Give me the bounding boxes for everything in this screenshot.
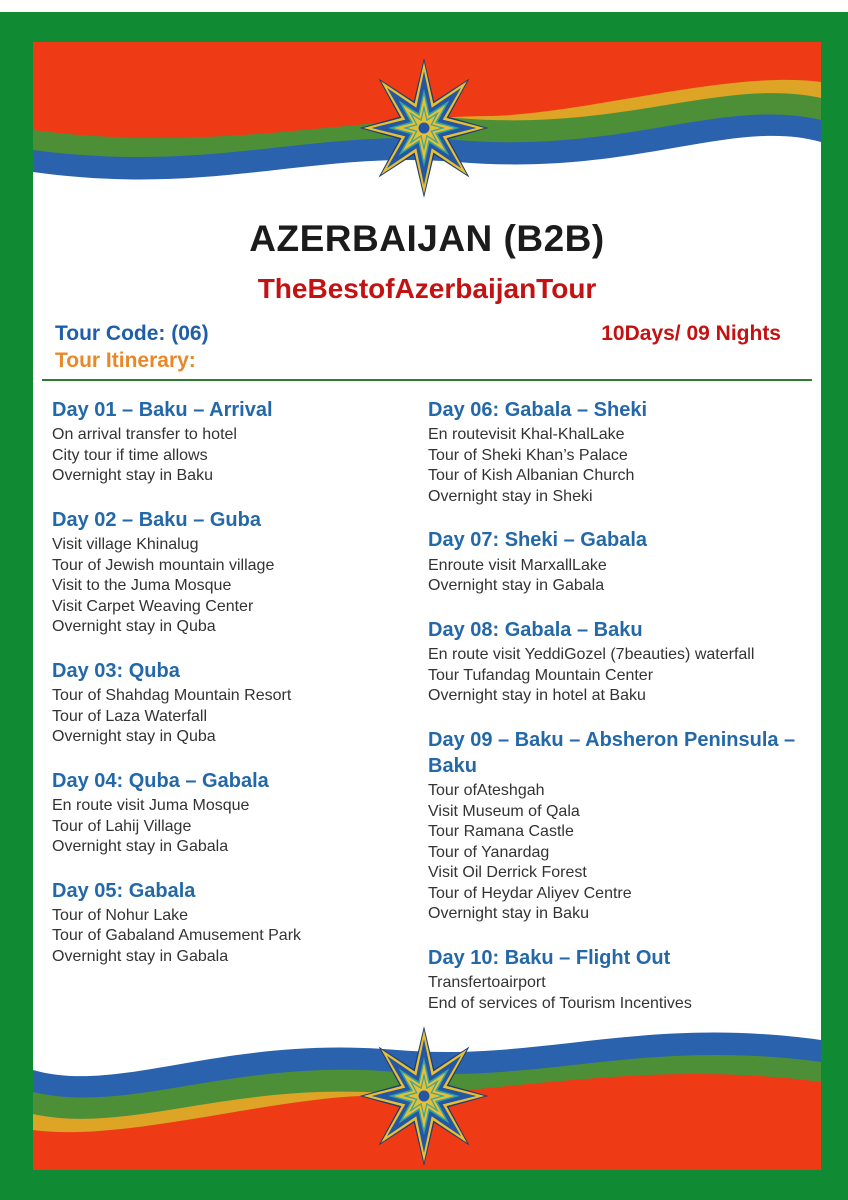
itinerary-item: En route visit Juma Mosque — [52, 797, 250, 815]
itinerary-item: Transfertoairport — [428, 974, 546, 992]
day-items — [52, 686, 420, 748]
itinerary-item: Tour of Yanardag — [428, 843, 550, 861]
itinerary-item: Tour of Kish Albanian Church — [428, 467, 635, 485]
itinerary-item: Tour of Laza Waterfall — [52, 707, 208, 725]
day-items — [428, 425, 815, 507]
itinerary-item: Tour of Nohur Lake — [52, 906, 189, 924]
itinerary-item: Tour Tufandag Mountain Center — [428, 666, 654, 684]
itinerary-column-right — [428, 397, 815, 1034]
day-block — [428, 527, 815, 596]
itinerary-item: En routevisit Khal-KhalLake — [428, 426, 625, 444]
day-heading: Day 01 – Baku – Arrival — [52, 399, 273, 421]
day-heading: Day 09 – Baku – Absheron Peninsula – Baku — [428, 728, 796, 778]
tour-code: Tour Code: (06) — [55, 322, 209, 345]
day-block — [52, 507, 420, 638]
day-items — [428, 781, 815, 925]
itinerary-column-left — [52, 397, 420, 1034]
day-block — [428, 397, 815, 507]
itinerary-item: Visit Carpet Weaving Center — [52, 597, 254, 615]
day-block — [52, 397, 420, 487]
day-heading: Day 06: Gabala – Sheki — [428, 399, 648, 421]
itinerary-item: Tour of Gabaland Amusement Park — [52, 927, 302, 945]
green-frame-border — [0, 12, 848, 1200]
page-subtitle: TheBestofAzerbaijanTour — [257, 273, 597, 304]
day-heading: Day 02 – Baku – Guba — [52, 508, 261, 531]
itinerary-item: Overnight stay in Quba — [52, 618, 216, 636]
page-inner — [33, 42, 821, 1170]
itinerary-columns — [33, 381, 821, 1034]
itinerary-item: Tour ofAteshgah — [428, 782, 545, 800]
itinerary-item: Tour of Shahdag Mountain Resort — [52, 687, 292, 705]
itinerary-item: Overnight stay in hotel at Baku — [428, 687, 646, 705]
day-block — [52, 768, 420, 858]
day-heading: Day 07: Sheki – Gabala — [428, 529, 648, 552]
day-heading: Day 10: Baku – Flight Out — [428, 946, 671, 969]
itinerary-item: En route visit YeddiGozel (7beauties) waterfall — [428, 646, 755, 664]
day-items — [52, 535, 420, 638]
day-items — [52, 906, 420, 968]
itinerary-item: Tour of Sheki Khan’s Palace — [428, 446, 628, 464]
itinerary-item: Overnight stay in Gabala — [52, 947, 229, 965]
page-title: AZERBAIJAN (B2B) — [249, 218, 605, 259]
itinerary-item: Overnight stay in Quba — [52, 728, 216, 746]
day-heading: Day 08: Gabala – Baku — [428, 618, 643, 641]
day-items — [428, 973, 815, 1014]
itinerary-item: Overnight stay in Gabala — [52, 838, 229, 856]
itinerary-item: On arrival transfer to hotel — [52, 426, 237, 444]
itinerary-item: End of services of Tourism Incentives — [428, 994, 692, 1012]
itinerary-item: Overnight stay in Gabala — [428, 577, 605, 595]
itinerary-item: Tour Ramana Castle — [428, 823, 574, 841]
itinerary-item: Visit Museum of Qala — [428, 802, 580, 820]
day-block — [52, 878, 420, 968]
day-heading: Day 04: Quba – Gabala — [52, 769, 269, 792]
itinerary-item: Tour of Lahij Village — [52, 817, 192, 835]
itinerary-item: Visit to the Juma Mosque — [52, 577, 232, 595]
itinerary-item: Overnight stay in Baku — [52, 467, 213, 485]
meta-row — [33, 322, 821, 346]
day-items — [428, 645, 815, 707]
tour-duration: 10Days/ 09 Nights — [601, 322, 781, 345]
day-items — [428, 556, 815, 597]
itinerary-item: Tour of Heydar Aliyev Centre — [428, 884, 632, 902]
itinerary-item: Visit Oil Derrick Forest — [428, 864, 587, 882]
day-block — [52, 658, 420, 748]
itinerary-label: Tour Itinerary: — [55, 349, 196, 372]
itinerary-item: Tour of Jewish mountain village — [52, 556, 275, 574]
itinerary-item: Overnight stay in Sheki — [428, 487, 593, 505]
day-block — [428, 727, 815, 925]
day-block — [428, 617, 815, 707]
day-items — [52, 796, 420, 858]
day-heading: Day 05: Gabala — [52, 879, 196, 902]
day-heading: Day 03: Quba — [52, 659, 180, 682]
itinerary-item: Visit village Khinalug — [52, 536, 199, 554]
itinerary-item: Enroute visit MarxallLake — [428, 556, 607, 574]
content-area — [33, 42, 821, 1034]
day-items — [52, 425, 420, 487]
eight-pointed-star-icon — [349, 1016, 499, 1176]
day-block — [428, 945, 815, 1014]
itinerary-item: Overnight stay in Baku — [428, 905, 589, 923]
itinerary-item: City tour if time allows — [52, 446, 208, 464]
